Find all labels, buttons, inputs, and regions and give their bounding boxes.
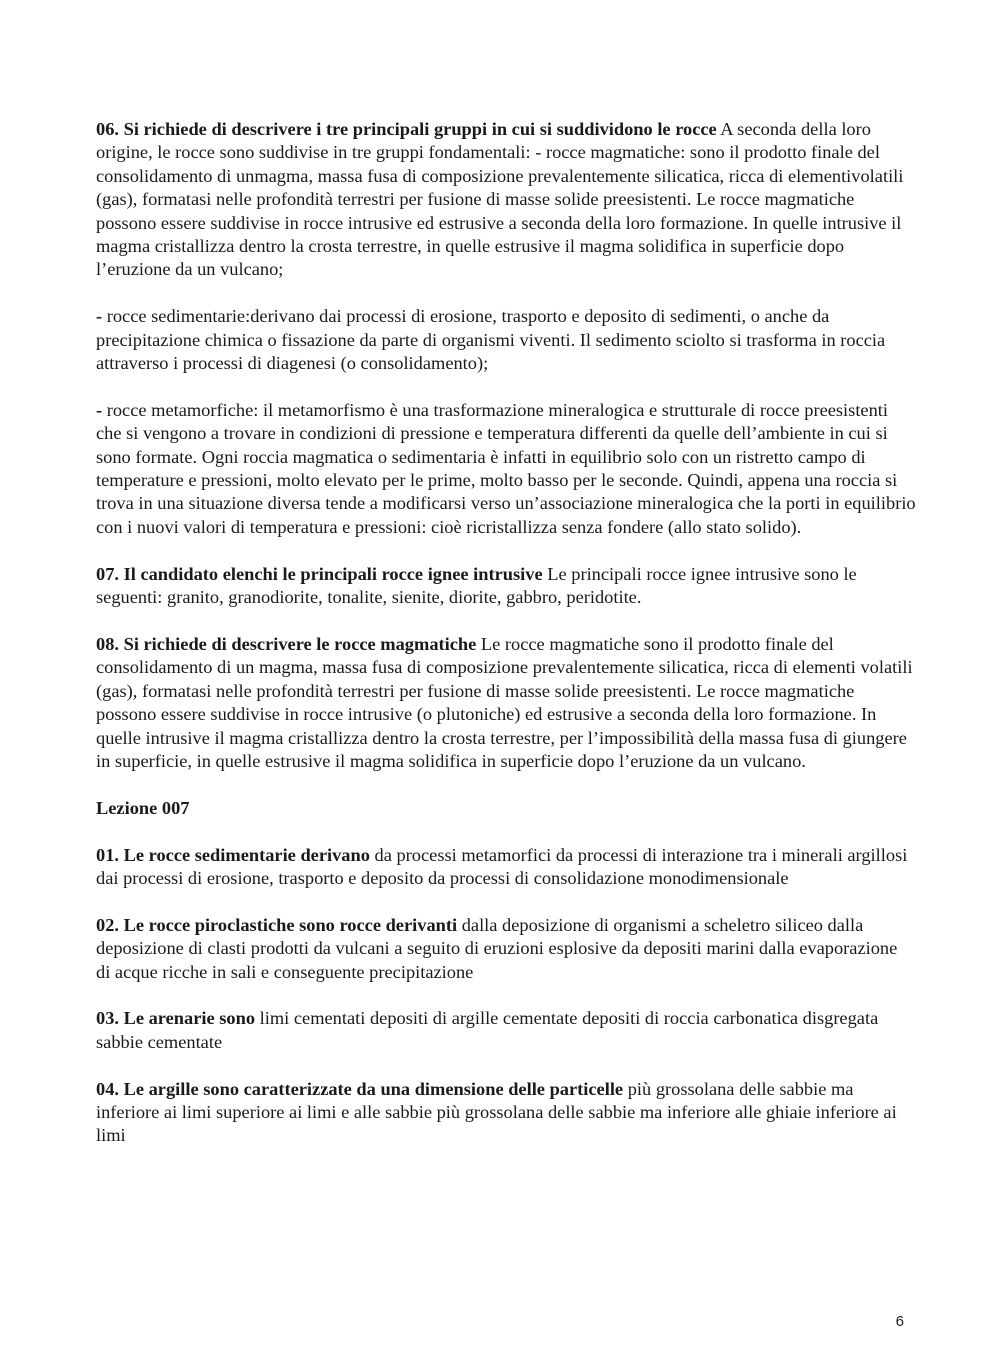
metamorphic-dash: - bbox=[96, 399, 103, 420]
lesson-item-02 bbox=[96, 914, 916, 984]
question-06-answer: A seconda della loro origine, le rocce sono suddivise in tre gruppi fondamentali: - rocce magmatiche: sono il prodotto finale del consolidamento di unmagma, massa fusa di composizione prevalentemente silicatica, ricca di elementivolatili (gas), formatasi nelle profondità terrestri per fusione di masse solide preesistenti. Le rocce magmatiche possono essere suddivise in rocce intrusive ed estrusive a seconda della loro formazione. In quelle intrusive il magma cristallizza dentro la crosta terrestre, in quelle estrusive il magma solidifica in superficie dopo l’eruzione da un vulcano; bbox=[96, 119, 904, 280]
lesson-item-02-question: 02. Le rocce piroclastiche sono rocce derivanti bbox=[96, 914, 458, 935]
question-07-answer: Le principali rocce ignee intrusive sono le seguenti: granito, granodiorite, tonalite, sienite, diorite, gabbro, peridotite. bbox=[96, 563, 857, 608]
question-08 bbox=[96, 633, 916, 773]
question-06 bbox=[96, 118, 916, 282]
lesson-heading: Lezione 007 bbox=[96, 797, 190, 818]
lesson-item-01-answers: da processi metamorfici da processi di interazione tra i minerali argillosi dai processi di erosione, trasporto e deposito da processi di consolidazione monodimensionale bbox=[96, 844, 908, 888]
sedimentary-text: rocce sedimentarie:derivano dai processi di erosione, trasporto e deposito di sedimenti, o anche da precipitazione chimica o fissazione da parte di organismi viventi. Il sedimento sciolto si trasforma in roccia attraverso i processi di diagenesi (o consolidamento); bbox=[96, 306, 886, 374]
metamorphic-text: rocce metamorfiche: il metamorfismo è una trasformazione mineralogica e strutturale di rocce preesistenti che si vengono a trovare in condizioni di pressione e temperatura differenti da quelle dell’ambiente in cui si sono formate. Ogni roccia magmatica o sedimentaria è infatti in equilibrio solo con un ristretto campo di temperature e pressioni, molto elevato per le prime, molto basso per le seconde. Quindi, appena una roccia si trova in una situazione diversa tende a modificarsi verso un’associazione mineralogica che la porti in equilibrio con i nuovi valori di temperatura e pressioni: cioè ricristallizza senza fondere (allo stato solido). bbox=[96, 399, 916, 537]
lesson-item-03-question: 03. Le arenarie sono bbox=[96, 1008, 256, 1029]
metamorphic-paragraph bbox=[96, 399, 916, 539]
lesson-item-01-question: 01. Le rocce sedimentarie derivano bbox=[96, 844, 370, 865]
lesson-item-03-answers: limi cementati depositi di argille cementate depositi di roccia carbonatica disgregata sabbie cementate bbox=[96, 1008, 879, 1052]
page-number: 6 bbox=[895, 1313, 904, 1330]
question-07 bbox=[96, 563, 916, 610]
question-06-title: 06. Si richiede di descrivere i tre principali gruppi in cui si suddividono le rocce bbox=[96, 119, 717, 139]
lesson-item-03 bbox=[96, 1007, 916, 1054]
lesson-item-02-answers: dalla deposizione di organismi a scheletro siliceo dalla deposizione di clasti prodotti da vulcani a seguito di eruzioni esplosive da depositi marini dalla evaporazione di acque ricche in sali e conseguente precipitazione bbox=[96, 914, 898, 982]
lesson-item-04-answers: più grossolana delle sabbie ma inferiore ai limi superiore ai limi e alle sabbie più grossolana delle sabbie ma inferiore alle ghiaie inferiore ai limi bbox=[96, 1078, 897, 1146]
lesson-item-01 bbox=[96, 844, 916, 891]
document-page bbox=[96, 118, 916, 1171]
sedimentary-paragraph bbox=[96, 305, 916, 375]
sedimentary-dash: - bbox=[96, 306, 103, 327]
lesson-item-04 bbox=[96, 1078, 916, 1148]
question-08-answer: Le rocce magmatiche sono il prodotto finale del consolidamento di un magma, massa fusa di composizione prevalentemente silicatica, ricca di elementi volatili (gas), formatasi nelle profondità terrestri per fusione di masse solide preesistenti. Le rocce magmatiche possono essere suddivise in rocce intrusive (o plutoniche) ed estrusive a seconda della loro formazione. In quelle intrusive il magma cristallizza dentro la crosta terrestre, per l’impossibilità della massa fusa di giungere in superficie, in quelle estrusive il magma solidifica in superficie dopo l’eruzione da un vulcano. bbox=[96, 633, 913, 771]
question-07-title: 07. Il candidato elenchi le principali rocce ignee intrusive bbox=[96, 563, 543, 584]
lesson-item-04-question: 04. Le argille sono caratterizzate da una dimensione delle particelle bbox=[96, 1078, 624, 1099]
question-08-title: 08. Si richiede di descrivere le rocce magmatiche bbox=[96, 633, 477, 654]
